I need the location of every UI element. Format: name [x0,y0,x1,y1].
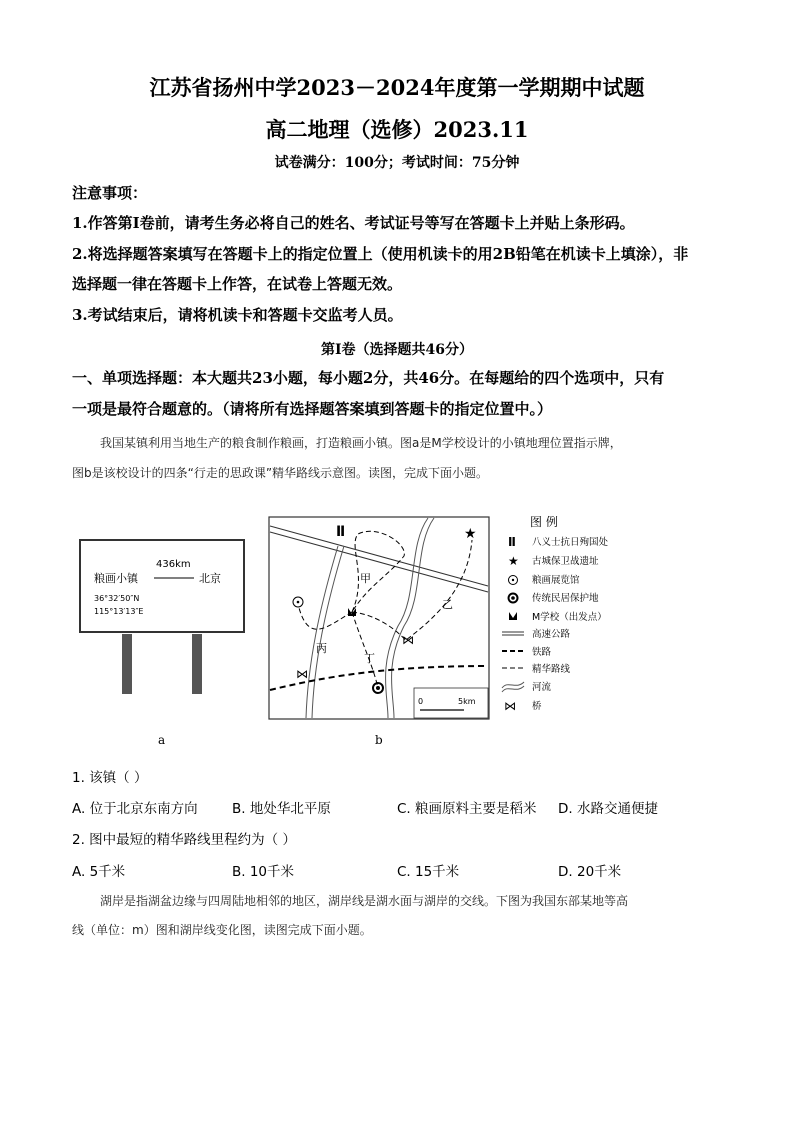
label-bing: 丙 [316,642,327,655]
figure-a-signboard [78,538,248,698]
q2-option-a[interactable]: A. 5千米 [72,864,126,880]
scale-box [414,688,488,718]
signboard-post-right [192,634,202,694]
bridge-icon-west: ⋈ [296,667,308,681]
school-icon [509,612,517,620]
legend-label: 传统民居保护地 [532,593,599,604]
exam-title: 江苏省扬州中学2023－2024年度第一学期期中试题 [149,75,645,100]
section-instruction-2: 一项是最符合题意的。（请将所有选择题答案填到答题卡的指定位置中。） [72,400,553,418]
bridge-icon-east: ⋈ [402,633,414,647]
legend-label: 精华路线 [532,664,571,675]
figure-a-caption: a [158,733,166,747]
river-icon [502,682,524,688]
museum-icon-dot [297,601,300,604]
question-2-stem: 2. 图中最短的精华路线里程约为（ ） [72,832,296,848]
label-jia: 甲 [360,572,371,585]
notes-heading: 注意事项： [72,184,148,202]
legend-label: 古城保卫战遗址 [532,556,599,567]
note-item-2-cont: 选择题一律在答题卡上作答，在试卷上答题无效。 [72,275,403,293]
legend-label: 铁路 [532,647,552,658]
residence-icon-core [511,596,515,600]
q2-option-b[interactable]: B. 10千米 [232,864,295,880]
legend-label: M学校（出发点） [532,612,607,623]
section-title: 第Ⅰ卷（选择题共46分） [320,342,474,358]
star-icon: ★ [508,554,519,568]
sign-city: 北京 [199,572,221,585]
scale-five: 5km [458,697,476,706]
q1-option-c[interactable]: C. 粮画原料主要是稻米 [397,801,537,817]
question-1-stem: 1. 该镇（ ） [72,770,148,786]
label-ding: 丁 [364,652,375,665]
q1-option-a[interactable]: A. 位于北京东南方向 [72,801,198,817]
score-time: 试卷满分：100分；考试时间：75分钟 [274,155,520,171]
river-icon-b [502,686,524,692]
legend-label: 八义士抗日殉国处 [532,537,609,548]
passage1-line2: 图b是该校设计的四条“行走的思政课”精华路线示意图。读图，完成下面小题。 [72,466,489,480]
signboard-post-left [122,634,132,694]
note-item-3: 3.考试结束后，请将机读卡和答题卡交监考人员。 [72,306,403,324]
q1-option-b[interactable]: B. 地处华北平原 [232,801,331,817]
memorial-icon: Ⅱ [336,524,346,540]
passage2-line1: 湖岸是指湖盆边缘与四周陆地相邻的地区，湖岸线是湖水面与湖岸的交线。下图为我国东部某地等高 [100,894,629,908]
q2-option-c[interactable]: C. 15千米 [397,864,460,880]
scale-zero: 0 [418,697,424,706]
legend-label: 高速公路 [532,629,571,640]
q2-option-d[interactable]: D. 20千米 [558,864,622,880]
figure-b-map [268,516,490,720]
legend-label: 桥 [532,701,542,712]
passage2-line2: 线（单位：m）图和湖岸线变化图，读图完成下面小题。 [72,923,372,937]
sign-lon: 115°13′13″E [94,607,144,616]
museum-icon-dot [512,579,514,581]
memorial-icon: Ⅱ [508,535,516,549]
passage1-line1: 我国某镇利用当地生产的粮食制作粮画，打造粮画小镇。图a是M学校设计的小镇地理位置指示牌， [100,436,622,450]
note-item-1: 1.作答第Ⅰ卷前，请考生务必将自己的姓名、考试证号等写在答题卡上并贴上条形码。 [72,214,635,232]
figure-b-caption: b [375,733,383,747]
q1-option-d[interactable]: D. 水路交通便捷 [558,801,658,817]
residence-icon-core [376,686,380,690]
signboard-panel [80,540,244,632]
exam-subtitle: 高二地理（选修）2023.11 [265,117,529,142]
legend-title: 图 例 [530,515,558,529]
note-item-2: 2.将选择题答案填写在答题卡上的指定位置上（使用机读卡的用2B铅笔在机读卡上填涂），非 [72,245,689,263]
label-yi: 乙 [442,598,453,611]
map-legend [500,512,650,722]
sign-town: 粮画小镇 [94,572,138,585]
section-instruction-1: 一、单项选择题：本大题共23小题，每小题2分，共46分。在每题给的四个选项中，只有 [72,369,665,387]
sign-distance: 436km [156,559,191,570]
bridge-icon: ⋈ [504,699,516,713]
star-icon: ★ [464,526,477,542]
legend-label: 河流 [532,682,552,693]
legend-label: 粮画展览馆 [532,575,580,586]
sign-lat: 36°32′50″N [94,594,140,603]
